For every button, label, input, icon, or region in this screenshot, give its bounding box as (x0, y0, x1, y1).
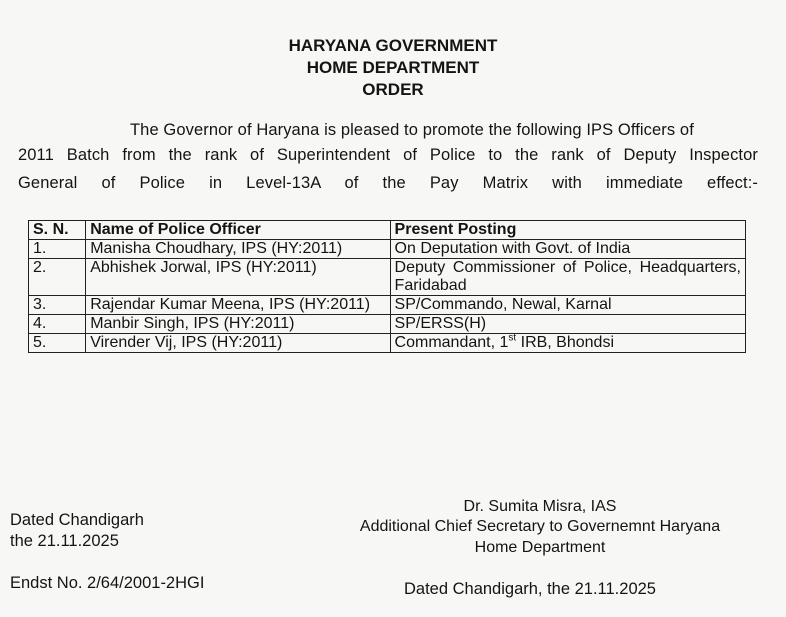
department-heading: HOME DEPARTMENT (306, 58, 480, 77)
order-text-line-1: The Governor of Haryana is pleased to promote the following IPS Officers of (130, 121, 694, 139)
signatory-title: Additional Chief Secretary to Governemnt Haryana (359, 518, 721, 535)
signatory-name: Dr. Sumita Misra, IAS (463, 498, 617, 515)
header-name: Name of Police Officer (86, 221, 390, 240)
row-posting: On Deputation with Govt. of India (390, 240, 745, 259)
officers-table (28, 220, 746, 353)
table-row (29, 334, 746, 353)
order-heading: ORDER (362, 80, 424, 99)
row-posting (390, 334, 745, 353)
table-header-row (29, 221, 746, 240)
table-row (29, 259, 746, 296)
endorsement-number: Endst No. 2/64/2001-2HGI (10, 574, 205, 592)
header-sn: S. N. (29, 221, 86, 240)
row-officer-name: Rajendar Kumar Meena, IPS (HY:2011) (86, 296, 390, 315)
table-row (29, 240, 746, 259)
row-officer-name: Abhishek Jorwal, IPS (HY:2011) (86, 259, 390, 296)
posting-text: Commandant, 1 (394, 334, 509, 351)
order-text-line-3: General of Police in Level-13A of the Pay Matrix with immediate effect:- (18, 174, 758, 192)
row-officer-name: Virender Vij, IPS (HY:2011) (86, 334, 390, 353)
row-officer-name: Manisha Choudhary, IPS (HY:2011) (86, 240, 390, 259)
row-officer-name: Manbir Singh, IPS (HY:2011) (86, 315, 390, 334)
dated-place: Dated Chandigarh (10, 511, 144, 529)
row-posting: SP/Commando, Newal, Karnal (390, 296, 745, 315)
row-sn: 5. (29, 334, 86, 353)
government-heading: HARYANA GOVERNMENT (288, 36, 498, 55)
row-sn: 3. (29, 296, 86, 315)
row-sn: 1. (29, 240, 86, 259)
order-text-line-2: 2011 Batch from the rank of Superintendent of Police to the rank of Deputy Inspector (18, 146, 758, 164)
signatory-department: Home Department (474, 539, 606, 556)
header-posting: Present Posting (390, 221, 745, 240)
row-sn: 2. (29, 259, 86, 296)
row-sn: 4. (29, 315, 86, 334)
row-posting: Deputy Commissioner of Police, Headquarters, Faridabad (390, 259, 745, 296)
endorsement-date: Dated Chandigarh, the 21.11.2025 (404, 580, 656, 598)
posting-text-rest: IRB, Bhondsi (516, 334, 614, 351)
dated-date: the 21.11.2025 (10, 532, 119, 550)
table-row (29, 296, 746, 315)
ordinal-superscript: st (508, 332, 517, 344)
table-row (29, 315, 746, 334)
row-posting: SP/ERSS(H) (390, 315, 745, 334)
